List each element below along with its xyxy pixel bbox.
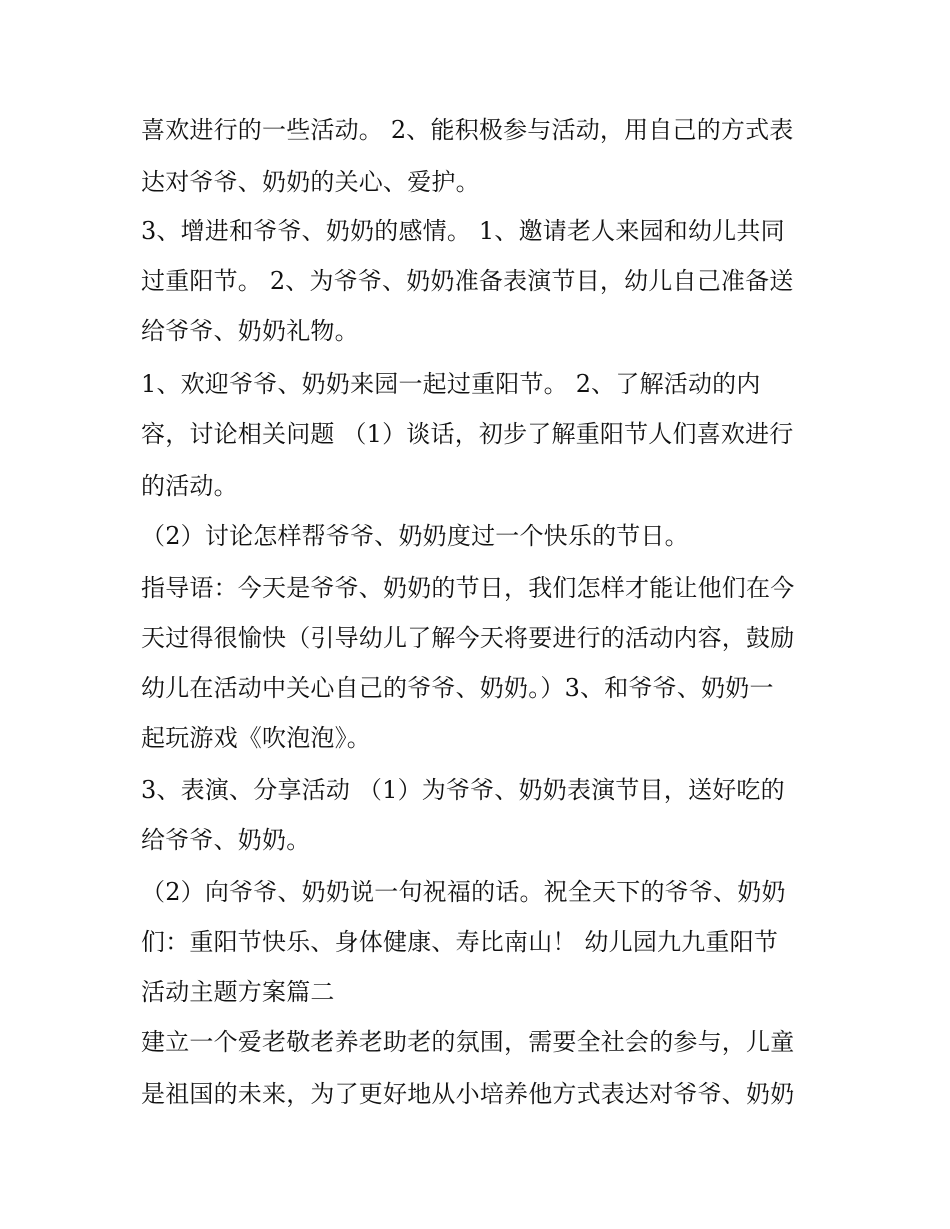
text-line-8: 的活动。 xyxy=(141,472,238,500)
text-line-15: 给爷爷、奶奶。 xyxy=(141,826,311,854)
text-line-19: 建立一个爱老敬老养老助老的氛围，需要全社会的参与，儿童 xyxy=(141,1028,795,1056)
text-line-14: 3、表演、分享活动 （1）为爷爷、奶奶表演节目，送好吃的 xyxy=(141,776,785,804)
text-line-6: 1、欢迎爷爷、奶奶来园一起过重阳节。 2、了解活动的内 xyxy=(141,370,761,398)
text-line-9: （2）讨论怎样帮爷爷、奶奶度过一个快乐的节日。 xyxy=(141,522,689,550)
text-line-4: 过重阳节。 2、为爷爷、奶奶准备表演节目，幼儿自己准备送 xyxy=(141,267,794,295)
text-line-13: 起玩游戏《吹泡泡》。 xyxy=(141,724,371,752)
text-line-3: 3、增进和爷爷、奶奶的感情。 1、邀请老人来园和幼儿共同 xyxy=(141,217,785,245)
text-line-17: 们：重阳节快乐、身体健康、寿比南山！ 幼儿园九九重阳节 xyxy=(141,928,779,956)
text-line-10: 指导语：今天是爷爷、奶奶的节日，我们怎样才能让他们在今 xyxy=(141,574,795,602)
text-line-5: 给爷爷、奶奶礼物。 xyxy=(141,317,359,345)
text-line-12: 幼儿在活动中关心自己的爷爷、奶奶。）3、和爷爷、奶奶一 xyxy=(141,674,774,702)
text-line-16: （2）向爷爷、奶奶说一句祝福的话。祝全天下的爷爷、奶奶 xyxy=(141,878,786,906)
text-line-7: 容，讨论相关问题 （1）谈话，初步了解重阳节人们喜欢进行 xyxy=(141,420,794,448)
text-line-1: 喜欢进行的一些活动。 2、能积极参与活动，用自己的方式表 xyxy=(141,116,794,144)
text-line-2: 达对爷爷、奶奶的关心、爱护。 xyxy=(141,168,480,196)
text-line-18: 活动主题方案篇二 xyxy=(141,978,335,1006)
text-line-20: 是祖国的未来，为了更好地从小培养他方式表达对爷爷、奶奶 xyxy=(141,1080,795,1108)
text-line-11: 天过得很愉快（引导幼儿了解今天将要进行的活动内容，鼓励 xyxy=(141,624,795,652)
